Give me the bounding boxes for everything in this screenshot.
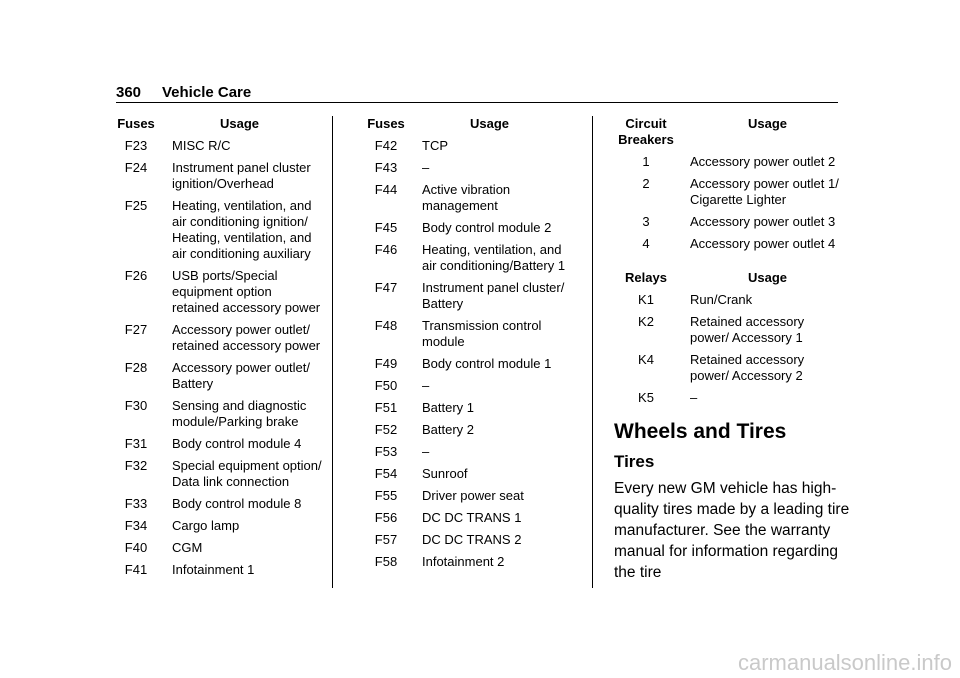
row-usage: Instrument panel cluster/ Battery: [422, 280, 565, 311]
row-usage: Infotainment 2: [422, 554, 505, 569]
row-id: F48: [374, 318, 398, 333]
row-id: F57: [374, 532, 398, 547]
watermark: carmanualsonline.info: [737, 650, 952, 675]
row-usage: Heating, ventilation, and air conditioning/Battery 1: [422, 242, 566, 273]
table-row: [362, 160, 572, 176]
row-usage: Battery 2: [422, 422, 475, 437]
row-usage: Accessory power outlet 2: [690, 154, 836, 169]
row-usage: Body control module 1: [422, 356, 552, 371]
row-id: 2: [642, 176, 650, 191]
row-id: F40: [124, 540, 148, 555]
row-id: F50: [374, 378, 398, 393]
row-id: F30: [124, 398, 148, 413]
circuit-breakers-header: Circuit Breakers: [618, 116, 674, 147]
row-usage: –: [422, 378, 430, 393]
row-id: F32: [124, 458, 148, 473]
wheels-heading: Wheels and Tires: [614, 420, 787, 443]
row-usage: Accessory power outlet/ Battery: [172, 360, 311, 391]
row-usage: Sunroof: [422, 466, 468, 481]
row-usage: Retained accessory power/ Accessory 2: [690, 352, 805, 383]
row-usage: USB ports/Special equipment option retained accessory power: [172, 268, 321, 315]
fuses-header: Fuses: [117, 116, 155, 131]
row-id: F47: [374, 280, 398, 295]
table-row: [362, 488, 572, 504]
row-usage: DC DC TRANS 1: [422, 510, 522, 525]
right-column: [614, 116, 850, 583]
table-row: [362, 356, 572, 372]
column-divider: [332, 116, 333, 588]
table-row: [362, 554, 572, 570]
row-usage: –: [422, 444, 430, 459]
row-id: F34: [124, 518, 148, 533]
page-header: [116, 84, 838, 103]
row-usage: Instrument panel cluster ignition/Overhead: [172, 160, 311, 191]
usage-header: Usage: [748, 270, 788, 285]
table-row: [362, 466, 572, 482]
relay-table: [614, 270, 844, 406]
table-header: [614, 270, 844, 286]
row-id: 1: [642, 154, 650, 169]
row-usage: CGM: [172, 540, 203, 555]
row-id: F31: [124, 436, 148, 451]
row-id: F56: [374, 510, 398, 525]
table-row: [112, 496, 322, 512]
table-row: [362, 400, 572, 416]
table-row: [614, 154, 844, 170]
row-id: F51: [374, 400, 398, 415]
section-title: Vehicle Care: [162, 84, 252, 101]
fuse-table-1: [112, 116, 322, 584]
row-usage: Heating, ventilation, and air conditioning ignition/ Heating, ventilation, and air conditioning auxiliary: [172, 198, 312, 261]
table-row: [112, 322, 322, 354]
row-usage: –: [690, 390, 698, 405]
row-usage: DC DC TRANS 2: [422, 532, 522, 547]
table-row: [362, 280, 572, 312]
table-row: [614, 176, 844, 208]
row-usage: TCP: [422, 138, 448, 153]
fuses-header: Fuses: [367, 116, 405, 131]
table-row: [362, 532, 572, 548]
row-usage: Run/Crank: [690, 292, 753, 307]
table-row: [112, 198, 322, 262]
row-id: K4: [638, 352, 654, 367]
table-row: [614, 352, 844, 384]
row-id: 4: [642, 236, 650, 251]
row-id: F43: [374, 160, 398, 175]
table-row: [362, 138, 572, 154]
usage-header: Usage: [220, 116, 260, 131]
row-usage: Cargo lamp: [172, 518, 240, 533]
table-row: [614, 390, 844, 406]
table-row: [362, 182, 572, 214]
row-usage: Accessory power outlet 4: [690, 236, 836, 251]
row-usage: Retained accessory power/ Accessory 1: [690, 314, 805, 345]
table-row: [112, 360, 322, 392]
relays-header: Relays: [625, 270, 667, 285]
table-row: [362, 444, 572, 460]
row-id: F53: [374, 444, 398, 459]
row-usage: Body control module 4: [172, 436, 302, 451]
table-row: [112, 268, 322, 316]
row-id: K5: [638, 390, 654, 405]
table-row: [362, 220, 572, 236]
row-usage: –: [422, 160, 430, 175]
table-row: [614, 292, 844, 308]
row-id: F49: [374, 356, 398, 371]
table-row: [362, 242, 572, 274]
column-divider: [592, 116, 593, 588]
row-id: F26: [124, 268, 148, 283]
row-id: F45: [374, 220, 398, 235]
table-row: [614, 214, 844, 230]
row-id: F52: [374, 422, 398, 437]
row-usage: Driver power seat: [422, 488, 524, 503]
row-id: F23: [124, 138, 148, 153]
row-id: K1: [638, 292, 654, 307]
tires-subheading: Tires: [614, 452, 655, 471]
row-id: F24: [124, 160, 148, 175]
table-row: [362, 318, 572, 350]
row-usage: Infotainment 1: [172, 562, 255, 577]
row-usage: Accessory power outlet 3: [690, 214, 836, 229]
table-row: [112, 138, 322, 154]
row-usage: Special equipment option/ Data link connection: [172, 458, 322, 489]
table-row: [112, 518, 322, 534]
table-row: [112, 458, 322, 490]
row-usage: MISC R/C: [172, 138, 231, 153]
tires-paragraph: Every new GM vehicle has high-quality tires made by a leading tire manufacturer. See the warranty manual for information regarding the tire: [614, 480, 850, 581]
row-usage: Transmission control module: [422, 318, 542, 349]
row-id: 3: [642, 214, 650, 229]
row-id: F41: [124, 562, 148, 577]
table-row: [112, 436, 322, 452]
row-id: F55: [374, 488, 398, 503]
row-usage: Body control module 8: [172, 496, 302, 511]
table-header: [112, 116, 322, 132]
row-id: F46: [374, 242, 398, 257]
row-id: F33: [124, 496, 148, 511]
table-row: [362, 510, 572, 526]
table-row: [362, 378, 572, 394]
table-row: [112, 398, 322, 430]
fuse-table-2: [362, 116, 572, 576]
table-row: [614, 236, 844, 252]
row-id: F44: [374, 182, 398, 197]
row-id: F28: [124, 360, 148, 375]
circuit-breaker-table: [614, 116, 844, 252]
row-usage: Battery 1: [422, 400, 475, 415]
page-number: 360: [116, 84, 142, 101]
row-id: K2: [638, 314, 654, 329]
row-id: F58: [374, 554, 398, 569]
table-header: [614, 116, 844, 148]
usage-header: Usage: [470, 116, 510, 131]
table-row: [112, 562, 322, 578]
row-id: F54: [374, 466, 398, 481]
table-row: [112, 160, 322, 192]
row-usage: Active vibration management: [422, 182, 511, 213]
row-usage: Body control module 2: [422, 220, 552, 235]
table-row: [614, 314, 844, 346]
row-usage: Accessory power outlet 1/ Cigarette Lighter: [690, 176, 839, 207]
table-header: [362, 116, 572, 132]
table-row: [112, 540, 322, 556]
row-usage: Sensing and diagnostic module/Parking brake: [172, 398, 307, 429]
usage-header: Usage: [748, 116, 788, 131]
row-id: F25: [124, 198, 148, 213]
row-id: F42: [374, 138, 398, 153]
table-row: [362, 422, 572, 438]
row-usage: Accessory power outlet/ retained accessory power: [172, 322, 321, 353]
row-id: F27: [124, 322, 148, 337]
